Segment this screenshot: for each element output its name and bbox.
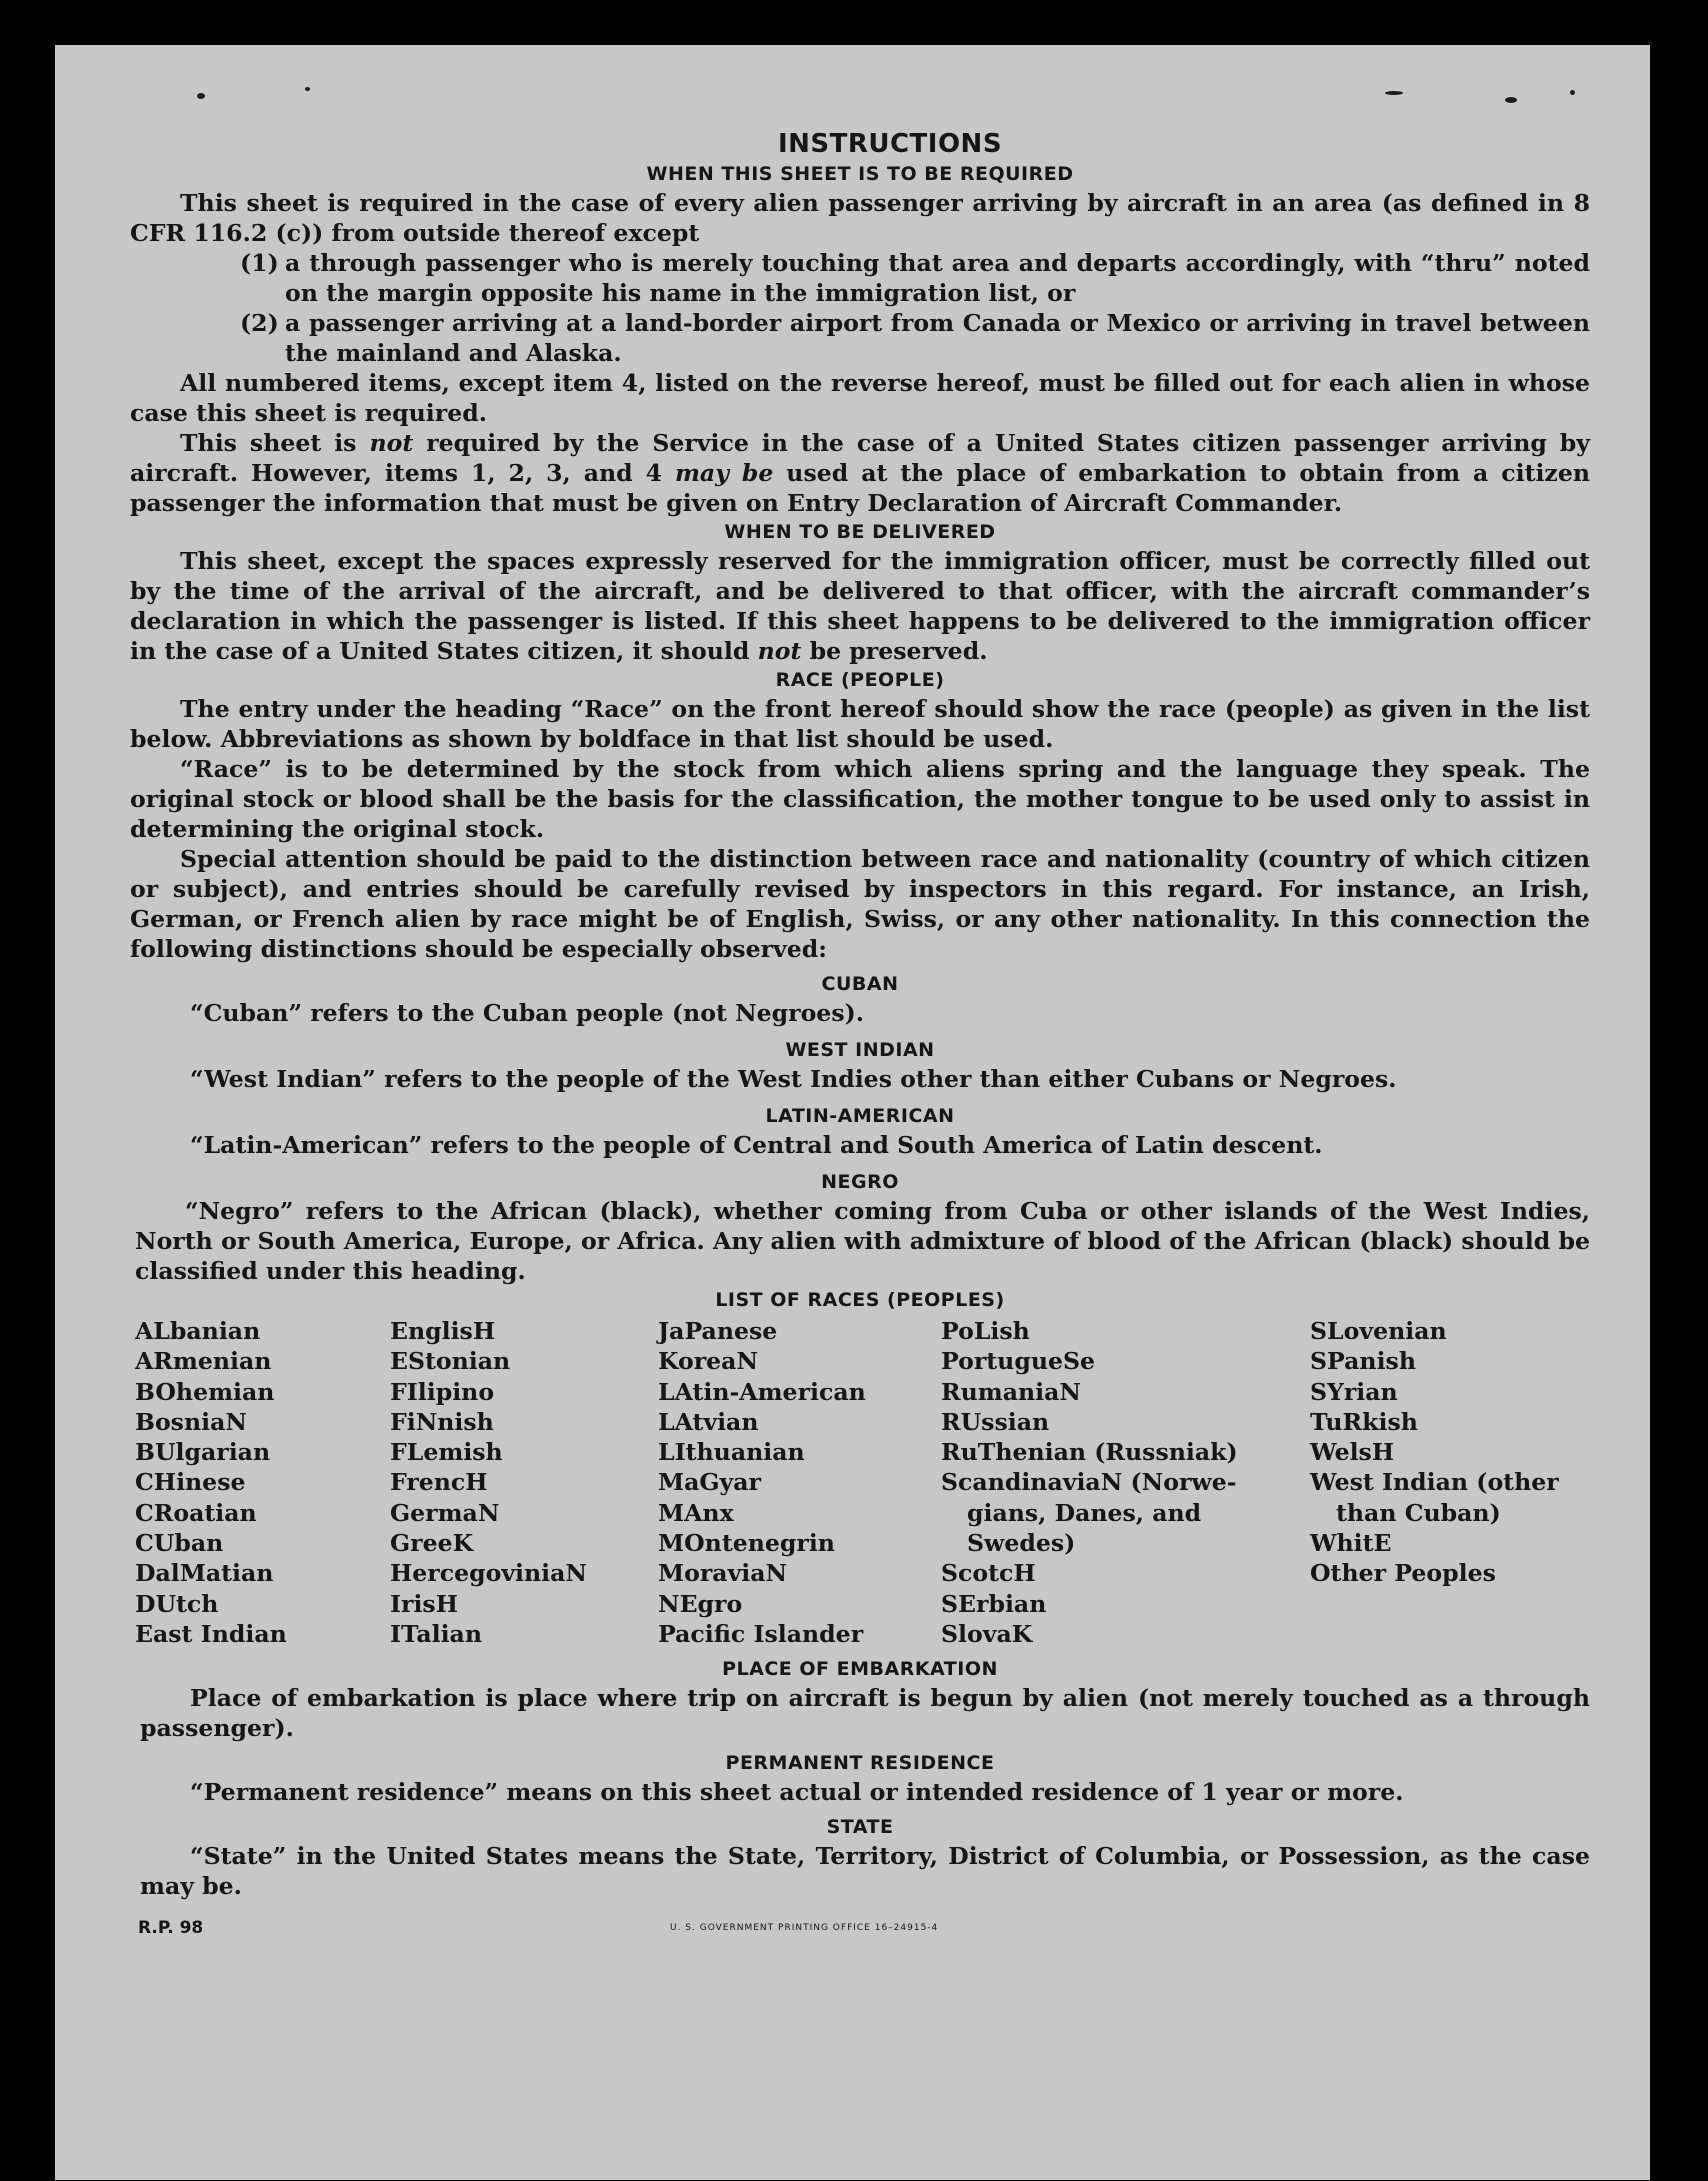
race-entry: than Cuban) [1336, 1498, 1501, 1527]
race-entry: East Indian [135, 1619, 287, 1648]
race-paragraph-1-boldface: boldface [578, 725, 692, 753]
heading-cuban: CUBAN [821, 973, 899, 995]
scan-speck [1570, 90, 1575, 95]
form-number: R.P. 98 [138, 1918, 204, 1939]
race-entry: EStonian [390, 1347, 511, 1376]
race-entry: ITalian [390, 1619, 482, 1648]
heading-list-of-races: LIST OF RACES (PEOPLES) [715, 1289, 1005, 1311]
race-entry: BOhemian [135, 1377, 275, 1406]
race-paragraph-2: “Race” is to be determined by the stock from which aliens spring and the language they speak. The original stock or blood shall be the basis for the classification, the mother tongue to be used only to assist in determining the original stock. [130, 755, 1590, 843]
race-entry: PortugueSe [941, 1347, 1096, 1376]
delivered-paragraph [130, 546, 1590, 666]
exception-item-2 [130, 308, 1590, 368]
document-sheet [55, 45, 1650, 2180]
race-entry: LIthuanian [658, 1438, 805, 1467]
race-entry: Swedes) [967, 1529, 1076, 1558]
page-title: INSTRUCTIONS [777, 129, 1003, 159]
race-paragraph-1 [130, 694, 1590, 754]
race-entry: KoreaN [658, 1347, 759, 1376]
race-entry: PoLish [941, 1317, 1030, 1345]
race-entry: CUban [135, 1529, 224, 1558]
race-entry: WelsH [1310, 1438, 1395, 1467]
heading-negro: NEGRO [821, 1171, 899, 1193]
citizen-paragraph-emphasis-not: not [369, 429, 414, 457]
delivered-paragraph-part-a: This sheet, except the spaces expressly reserved for the immigration officer, must be correctly filled out by the time of the arrival of the aircraft, and be delivered to that officer, with the aircraft commander’s declaration in which the passenger is listed. If this sheet happens to be delivered to the immigration officer in the case of a United States citizen, it should [130, 547, 1590, 665]
heading-when-delivered: WHEN TO BE DELIVERED [724, 521, 996, 543]
exception-item-1 [130, 248, 1590, 308]
race-entry: NEgro [658, 1589, 743, 1618]
race-entry: RuThenian (Russniak) [941, 1438, 1238, 1467]
race-entry: WhitE [1310, 1529, 1392, 1558]
race-entry: BosniaN [135, 1407, 247, 1436]
race-entry: gians, Danes, and [967, 1498, 1202, 1527]
races-column [941, 1316, 1310, 1649]
race-entry: JaPanese [658, 1317, 778, 1345]
latin-american-definition: “Latin-American” refers to the people of Central and South America of Latin descent. [190, 1131, 1323, 1159]
race-entry: SlovaK [941, 1619, 1033, 1648]
citizen-paragraph-part-b: required by the Service in the case of a United States citizen passenger arriving by aircraft. However, items 1, 2, 3, and 4 [130, 429, 1591, 487]
race-entry: DalMatian [135, 1559, 274, 1588]
race-entry: LAtin-American [658, 1377, 866, 1406]
race-entry: MOntenegrin [658, 1529, 835, 1558]
west-indian-definition: “West Indian” refers to the people of the West Indies other than either Cubans or Negroes. [190, 1065, 1397, 1093]
race-paragraph-1-part-a: The entry under the heading “Race” on the front hereof should show the race (people) as given in the list below. Abbreviations as shown by [130, 695, 1590, 753]
scan-speck [305, 87, 310, 91]
exception-item-2-number: (2) [240, 309, 279, 337]
exception-item-2-text: a passenger arriving at a land-border airport from Canada or Mexico or arriving in travel between the mainland and Alaska. [285, 309, 1590, 367]
scan-speck [1385, 91, 1403, 95]
race-entry: Other Peoples [1310, 1559, 1496, 1588]
race-entry: GermaN [390, 1498, 500, 1527]
race-entry: ALbanian [135, 1317, 261, 1345]
page-footer [130, 1909, 1590, 1943]
race-entry: CRoatian [135, 1498, 257, 1527]
required-intro: This sheet is required in the case of every alien passenger arriving by aircraft in an area (as defined in 8 CFR 116.2 (c)) from outside thereof except [130, 189, 1590, 247]
scan-speck [1505, 97, 1517, 103]
race-paragraph-3: Special attention should be paid to the distinction between race and nationality (country of which citizen or subject), and entries should be carefully revised by inspectors in this regard. For instance, an Irish, German, or French alien by race might be of English, Swiss, or any other nationality. In this connection the following distinctions should be especially observed: [130, 845, 1590, 963]
races-list [130, 1316, 1590, 1649]
embarkation-definition: Place of embarkation is place where trip on aircraft is begun by alien (not merely touched as a through passenger). [140, 1684, 1590, 1743]
exception-item-1-text: a through passenger who is merely touching that area and departs accordingly, with “thru” noted on the margin opposite his name in the immigration list, or [285, 249, 1590, 307]
race-entry: CHinese [135, 1468, 246, 1497]
race-entry: FrencH [390, 1468, 488, 1497]
race-entry: MAnx [658, 1498, 734, 1527]
race-entry: FLemish [390, 1438, 503, 1467]
race-entry: FiNnish [390, 1407, 494, 1436]
race-entry: Pacific Islander [658, 1619, 864, 1648]
race-entry: FIlipino [390, 1377, 495, 1406]
citizen-paragraph-part-a: This sheet is [180, 429, 370, 457]
exception-item-1-number: (1) [240, 249, 279, 277]
race-entry: LAtvian [658, 1407, 759, 1436]
race-entry: MoraviaN [658, 1559, 788, 1588]
race-entry: HercegoviniaN [390, 1559, 587, 1588]
race-entry: IrisH [390, 1589, 459, 1618]
race-entry: SLovenian [1310, 1317, 1447, 1345]
negro-definition: “Negro” refers to the African (black), whether coming from Cuba or other islands of the West Indies, North or South America, Europe, or Africa. Any alien with admixture of blood of the African (black) should be classified under this heading. [135, 1197, 1590, 1285]
race-entry: SPanish [1310, 1347, 1416, 1376]
races-column [390, 1316, 658, 1649]
scan-speck [197, 93, 205, 99]
race-entry: RumaniaN [941, 1377, 1081, 1406]
delivered-paragraph-part-b: be preserved. [801, 637, 988, 665]
race-entry: ScotcH [941, 1559, 1036, 1588]
heading-latin-american: LATIN-AMERICAN [765, 1105, 955, 1127]
race-entry: EnglisH [390, 1317, 496, 1345]
races-column [658, 1316, 941, 1649]
race-entry: GreeK [390, 1529, 474, 1558]
citizen-paragraph-part-c: used at the place of embarkation to obtain from a citizen passenger the information that must be given on Entry Declaration of Aircraft Commander. [130, 459, 1590, 517]
citizen-paragraph-emphasis-may-be: may be [674, 459, 774, 487]
heading-permanent-residence: PERMANENT RESIDENCE [725, 1752, 995, 1775]
heading-when-required: WHEN THIS SHEET IS TO BE REQUIRED [646, 163, 1074, 185]
race-entry: DUtch [135, 1589, 219, 1618]
race-entry: ARmenian [135, 1347, 272, 1376]
required-numbered-items-paragraph: All numbered items, except item 4, listed on the reverse hereof, must be filled out for each alien in whose case this sheet is required. [130, 369, 1590, 427]
races-column [1310, 1316, 1590, 1649]
cuban-definition: “Cuban” refers to the Cuban people (not Negroes). [190, 999, 864, 1027]
race-entry: MaGyar [658, 1468, 761, 1497]
heading-state: STATE [826, 1816, 894, 1839]
heading-race: RACE (PEOPLE) [775, 669, 945, 691]
state-definition: “State” in the United States means the State, Territory, District of Columbia, or Possession, as the case may be. [140, 1842, 1590, 1901]
race-entry: SYrian [1310, 1377, 1398, 1406]
races-column [135, 1316, 390, 1649]
printer-imprint: U. S. GOVERNMENT PRINTING OFFICE 16–24915-4 [670, 1923, 939, 1934]
heading-west-indian: WEST INDIAN [785, 1039, 935, 1061]
race-entry: SErbian [941, 1589, 1047, 1618]
race-entry: TuRkish [1310, 1407, 1418, 1436]
required-citizen-paragraph [130, 428, 1590, 518]
race-paragraph-1-part-b: in that list should be used. [691, 725, 1054, 753]
race-entry: West Indian (other [1310, 1468, 1559, 1497]
heading-place-of-embarkation: PLACE OF EMBARKATION [722, 1658, 998, 1681]
race-entry: RUssian [941, 1407, 1050, 1436]
delivered-paragraph-emphasis-not: not [757, 637, 802, 665]
race-entry: BUlgarian [135, 1438, 271, 1467]
race-entry: ScandinaviaN (Norwe- [941, 1468, 1237, 1497]
residence-definition: “Permanent residence” means on this sheet actual or intended residence of 1 year or more. [190, 1778, 1404, 1807]
